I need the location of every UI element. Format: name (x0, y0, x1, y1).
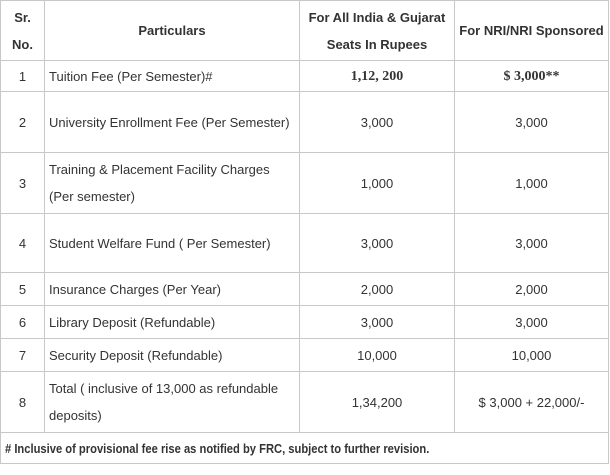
india-amount-cell: 10,000 (300, 339, 455, 372)
table-row (1, 61, 609, 92)
footnote-row (1, 433, 609, 464)
nri-amount-cell: 3,000 (455, 306, 609, 339)
table-row (1, 339, 609, 372)
table-row (1, 306, 609, 339)
india-amount-cell: 3,000 (300, 92, 455, 153)
sr-cell: 6 (1, 306, 45, 339)
header-india-gujarat: For All India & Gujarat Seats In Rupees (300, 1, 455, 61)
nri-amount-cell: 10,000 (455, 339, 609, 372)
header-nri: For NRI/NRI Sponsored (455, 1, 609, 61)
nri-amount-cell: 2,000 (455, 273, 609, 306)
nri-amount-cell: 3,000 (455, 92, 609, 153)
sr-cell: 4 (1, 214, 45, 273)
particular-cell: Library Deposit (Refundable) (45, 306, 300, 339)
sr-cell: 7 (1, 339, 45, 372)
table-row (1, 372, 609, 433)
sr-cell: 3 (1, 153, 45, 214)
india-amount-cell: 1,34,200 (300, 372, 455, 433)
india-amount-cell: 2,000 (300, 273, 455, 306)
table-row (1, 92, 609, 153)
nri-amount-cell: 3,000 (455, 214, 609, 273)
india-amount-cell: 3,000 (300, 214, 455, 273)
table-row (1, 273, 609, 306)
sr-cell: 1 (1, 61, 45, 92)
table-row (1, 153, 609, 214)
sr-cell: 8 (1, 372, 45, 433)
nri-amount-cell: 1,000 (455, 153, 609, 214)
table-row (1, 214, 609, 273)
particular-cell: Training & Placement Facility Charges (Per semester) (45, 153, 300, 214)
particular-cell: Tuition Fee (Per Semester)# (45, 61, 300, 92)
nri-amount-cell: $ 3,000** (455, 61, 609, 92)
particular-cell: Total ( inclusive of 13,000 as refundable deposits) (45, 372, 300, 433)
india-amount-cell: 1,000 (300, 153, 455, 214)
india-amount-cell: 1,12, 200 (300, 61, 455, 92)
sr-cell: 2 (1, 92, 45, 153)
header-sr: Sr. No. (1, 1, 45, 61)
india-amount-cell: 3,000 (300, 306, 455, 339)
particular-cell: Student Welfare Fund ( Per Semester) (45, 214, 300, 273)
header-row (1, 1, 609, 61)
nri-amount-cell: $ 3,000 + 22,000/- (455, 372, 609, 433)
sr-cell: 5 (1, 273, 45, 306)
particular-cell: Security Deposit (Refundable) (45, 339, 300, 372)
particular-cell: University Enrollment Fee (Per Semester) (45, 92, 300, 153)
particular-cell: Insurance Charges (Per Year) (45, 273, 300, 306)
footnote-text: # Inclusive of provisional fee rise as notified by FRC, subject to further revision. (5, 440, 430, 456)
header-particulars: Particulars (45, 1, 300, 61)
footnote-cell (1, 433, 609, 464)
